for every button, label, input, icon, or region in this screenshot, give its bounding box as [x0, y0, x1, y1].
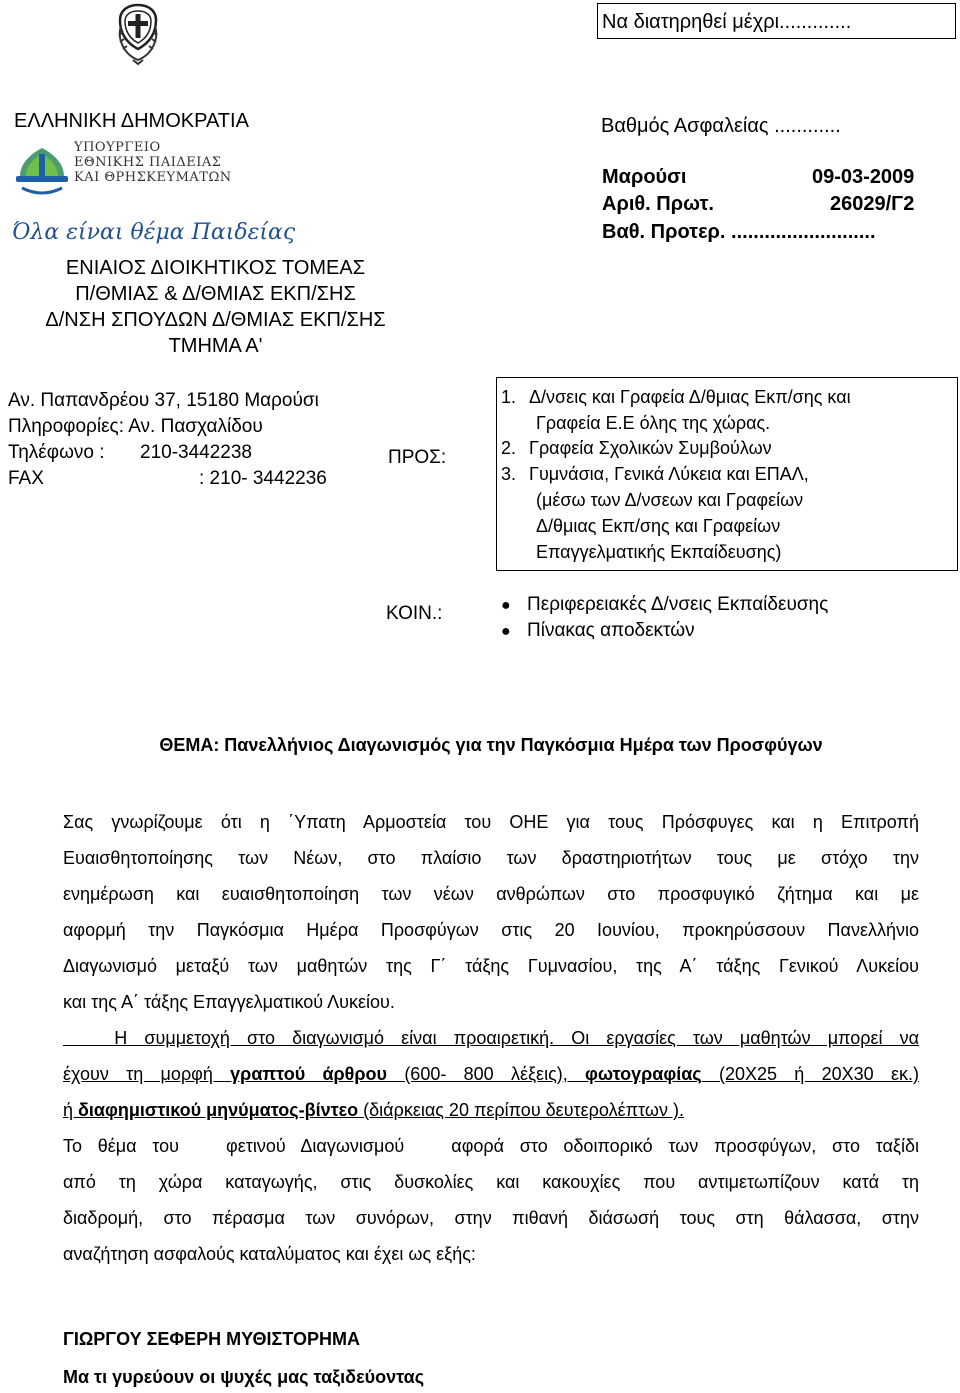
place: Μαρούσι [602, 166, 687, 188]
logo-line-2: ΕΘΝΙΚΗΣ ΠΑΙΔΕΙΑΣ [74, 155, 222, 170]
recipient-text: Γραφεία Σχολικών Συμβούλων [529, 438, 772, 458]
bullet-icon: ● [501, 597, 511, 614]
format-text: (20Χ25 ή 20Χ30 εκ.) [701, 1064, 919, 1084]
format-text: (διάρκειας 20 περίπου δευτερολέπτων ). [358, 1100, 684, 1120]
phone-label: Τηλέφωνο : [8, 442, 105, 463]
body-line: Ευαισθητοποίησης των Νέων, στο πλαίσιο των δραστηριοτήτων τους με στόχο την [63, 848, 919, 868]
retention-box: Να διατηρηθεί μέχρι............. [597, 3, 956, 39]
body-line: Το θέμα του φετινού Διαγωνισμού αφορά στο οδοιπορικό των προσφύγων, στο ταξίδι [63, 1136, 919, 1156]
department-line: ΤΜΗΜΑ Α' [168, 335, 263, 357]
body-line: Σας γνωρίζουμε ότι η ΄Υπατη Αρμοστεία του ΟΗΕ για τους Πρόσφυγες και η Επιτροπή [63, 812, 919, 832]
cc-item [501, 620, 695, 642]
format-text: έχουν τη μορφή [63, 1064, 231, 1084]
subject: ΘΕΜΑ: Πανελλήνιος Διαγωνισμός για την Παγκόσμια Ημέρα των Προσφύγων [159, 735, 823, 755]
recipient-text: Δ/νσεις και Γραφεία Δ/θμιας Εκπ/σης και [529, 387, 851, 407]
recipients-box [496, 377, 958, 571]
security-level: Βαθμός Ασφαλείας ............ [601, 115, 841, 137]
recipient-number: 1. [501, 387, 517, 407]
recipient-line [501, 387, 851, 408]
protocol-label: Αριθ. Πρωτ. [602, 193, 714, 215]
body-line: από τη χώρα καταγωγής, στις δυσκολίες και κακουχίες που αντιμετωπίζουν κατά τη [63, 1172, 919, 1192]
format-video: διαφημιστικού μηνύματος-βίντεο [78, 1100, 359, 1120]
cc-label: ΚΟΙΝ.: [386, 603, 443, 624]
format-photo: φωτογραφίας [585, 1064, 702, 1084]
format-text: ή [63, 1100, 79, 1120]
bullet-icon: ● [501, 623, 511, 640]
address: Αν. Παπανδρέου 37, 15180 Μαρούσι [8, 390, 319, 411]
recipient-line [501, 464, 809, 485]
department-line: Π/ΘΜΙΑΣ & Δ/ΘΜΙΑΣ ΕΚΠ/ΣΗΣ [75, 283, 356, 305]
recipient-number: 3. [501, 464, 517, 484]
recipient-line: (μέσω των Δ/νσεων και Γραφείων [536, 490, 804, 510]
recipient-text: Γυμνάσια, Γενικά Λύκεια και ΕΠΑΛ, [529, 464, 809, 484]
ministry-emblem-icon [12, 140, 72, 206]
logo-line-1: ΥΠΟΥΡΓΕΙΟ [74, 140, 161, 155]
body-line: και της Α΄ τάξης Επαγγελματικού Λυκείου. [63, 992, 395, 1012]
date: 09-03-2009 [812, 166, 915, 188]
body-line: αναζήτηση ασφαλούς καταλύματος και έχει ως εξής: [63, 1244, 476, 1264]
fax: : 210- 3442236 [199, 468, 327, 489]
department-line: ΕΝΙΑΙΟΣ ΔΙΟΙΚΗΤΙΚΟΣ ΤΟΜΕΑΣ [65, 257, 366, 279]
body-line: διαδρομή, στο πέρασμα των συνόρων, στην πιθανή διάσωσή τους στη θάλασσα, στην [63, 1208, 919, 1228]
greek-coat-of-arms-icon [113, 2, 163, 66]
poem-author: ΓΙΩΡΓΟΥ ΣΕΦΕΡΗ ΜΥΘΙΣΤΟΡΗΜΑ [63, 1329, 360, 1349]
participation-line: Η συμμετοχή στο διαγωνισμό είναι προαιρετική. Οι εργασίες των μαθητών μπορεί να [63, 1028, 919, 1048]
info-contact: Πληροφορίες: Αν. Πασχαλίδου [8, 416, 263, 437]
department-block [8, 255, 423, 359]
recipient-number: 2. [501, 438, 517, 458]
logo-slogan: Όλα είναι θέμα Παιδείας [12, 220, 296, 245]
recipient-line: Επαγγελματικής Εκπαίδευσης) [536, 542, 782, 562]
format-text: (600- 800 λέξεις), [387, 1064, 586, 1084]
body-line: ενημέρωση και ευαισθητοποίηση των νέων ανθρώπων στο προσφυγικό ζήτημα και με [63, 884, 919, 904]
body-line: Διαγωνισμό μεταξύ των μαθητών της Γ΄ τάξης Γυμνασίου, της Α΄ τάξης Γενικού Λυκείου [63, 956, 919, 976]
protocol-number: 26029/Γ2 [830, 193, 915, 215]
cc-item [501, 594, 828, 616]
format-article: γραπτού άρθρου [230, 1064, 388, 1084]
cc-item-text: Πίνακας αποδεκτών [527, 620, 695, 641]
ministry-logo [12, 136, 296, 246]
cc-item-text: Περιφερειακές Δ/νσεις Εκπαίδευσης [527, 594, 829, 615]
fax-label: FAX [8, 468, 44, 489]
logo-line-3: ΚΑΙ ΘΡΗΣΚΕΥΜΑΤΩΝ [74, 170, 232, 185]
body-line: αφορμή την Παγκόσμια Ημέρα Προσφύγων στις 20 Ιουνίου, προκηρύσσουν Πανελλήνιο [63, 920, 919, 940]
recipient-line: Γραφεία Ε.Ε όλης της χώρας. [536, 413, 771, 433]
to-label: ΠΡΟΣ: [388, 447, 447, 468]
format-line [63, 1056, 919, 1092]
recipient-line: Δ/θμιας Εκπ/σης και Γραφείων [536, 516, 781, 536]
country-title: ΕΛΛΗΝΙΚΗ ΔΗΜΟΚΡΑΤΙΑ [14, 110, 249, 132]
recipient-line [501, 438, 772, 459]
phone: 210-3442238 [140, 442, 252, 463]
department-line: Δ/ΝΣΗ ΣΠΟΥΔΩΝ Δ/ΘΜΙΑΣ ΕΚΠ/ΣΗΣ [45, 309, 386, 331]
priority: Βαθ. Προτερ. .......................... [602, 221, 876, 243]
format-line [63, 1092, 919, 1128]
poem-line: Μα τι γυρεύουν οι ψυχές μας ταξιδεύοντας [63, 1367, 425, 1387]
paragraph-intro [63, 804, 919, 1272]
